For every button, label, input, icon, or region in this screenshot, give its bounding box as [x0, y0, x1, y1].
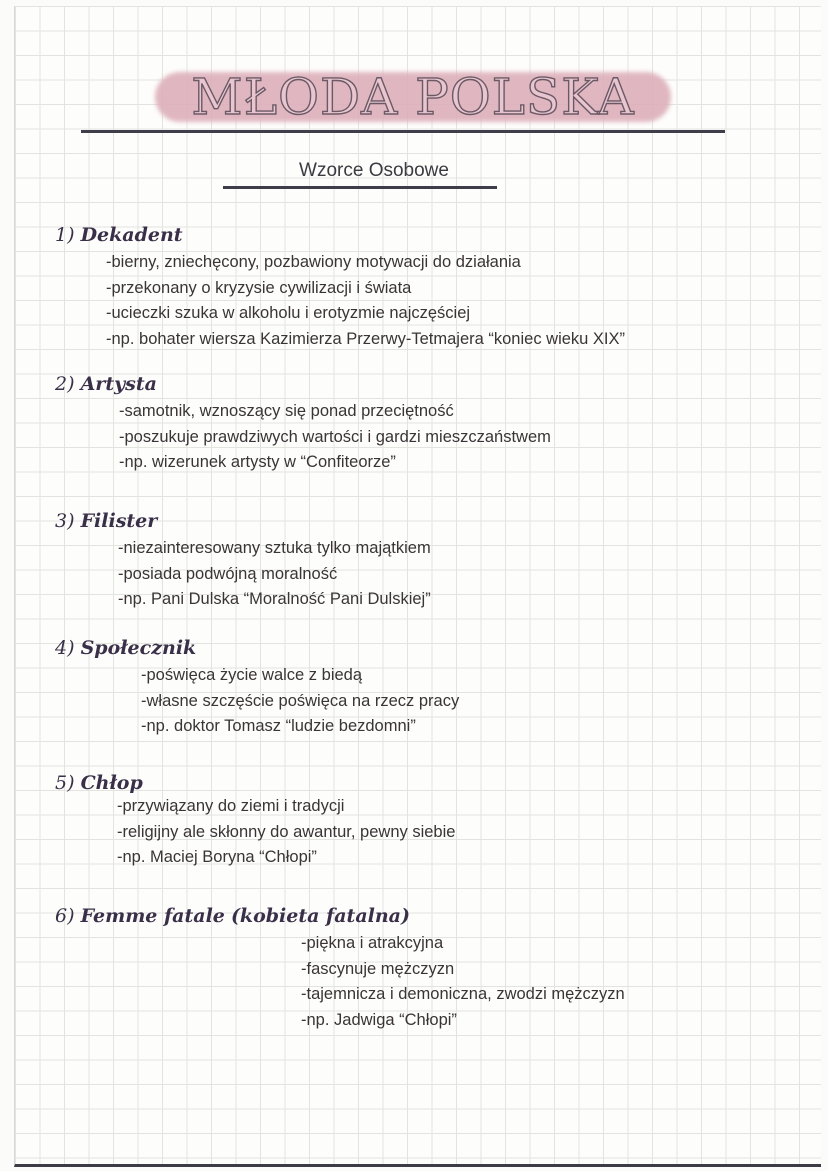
section-name: Filister	[80, 510, 158, 532]
list-item: -bierny, zniechęcony, pozbawiony motywacji do działania	[106, 253, 521, 271]
section-filister	[55, 510, 431, 613]
item-list	[301, 931, 625, 1033]
section-heading	[55, 510, 431, 536]
section-name: Artysta	[80, 373, 157, 395]
list-item: -samotnik, wznoszący się ponad przeciętność	[119, 402, 454, 420]
section-heading	[55, 905, 625, 931]
list-item: -np. bohater wiersza Kazimierza Przerwy-Tetmajera “koniec wieku XIX”	[106, 329, 626, 348]
section-heading	[55, 637, 459, 663]
section-heading	[55, 224, 625, 250]
section-name: Chłop	[80, 772, 143, 794]
section-number: 1)	[55, 224, 75, 246]
section-name: Femme fatale	[80, 905, 225, 927]
section-subtitle: (kobieta fatalna)	[230, 905, 410, 927]
list-item: -np. doktor Tomasz “ludzie bezdomni”	[141, 717, 416, 735]
list-item: -np. wizerunek artysty w “Confiteorze”	[119, 453, 396, 471]
subtitle	[15, 160, 821, 182]
notebook-page	[14, 6, 821, 1167]
subtitle-text: Wzorce Osobowe	[299, 160, 449, 181]
section-number: 5)	[55, 772, 75, 794]
section-heading	[55, 373, 551, 399]
list-item: -przywiązany do ziemi i tradycji	[117, 797, 345, 815]
list-item: -poszukuje prawdziwych wartości i gardzi mieszczaństwem	[119, 427, 551, 446]
list-item: -poświęca życie walce z biedą	[141, 666, 363, 684]
section-chlop	[55, 772, 455, 871]
section-number: 6)	[55, 905, 75, 927]
section-heading	[55, 772, 455, 798]
section-name: Dekadent	[80, 224, 183, 246]
section-spolecznik	[55, 637, 459, 740]
page-title	[155, 66, 671, 128]
item-list	[119, 399, 551, 476]
list-item: -fascynuje mężczyzn	[301, 959, 455, 978]
section-artysta	[55, 373, 551, 476]
list-item: -niezainteresowany sztuka tylko majątkiem	[118, 539, 431, 557]
section-name: Społecznik	[80, 637, 197, 659]
item-list	[141, 663, 459, 740]
list-item: -np. Pani Dulska “Moralność Pani Dulskiej”	[118, 590, 431, 608]
list-item: -posiada podwójną moralność	[118, 564, 338, 583]
list-item: -piękna i atrakcyjna	[301, 934, 444, 952]
item-list	[118, 536, 431, 613]
list-item: -własne szczęście poświęca na rzecz pracy	[141, 691, 460, 710]
section-number: 2)	[55, 373, 75, 395]
item-list	[117, 794, 455, 871]
list-item: -religijny ale skłonny do awantur, pewny siebie	[117, 822, 456, 841]
list-item: -np. Maciej Boryna “Chłopi”	[117, 848, 317, 866]
section-number: 3)	[55, 510, 75, 532]
section-femme-fatale	[55, 905, 625, 1033]
list-item: -tajemnicza i demoniczna, zwodzi mężczyzn	[301, 985, 625, 1003]
list-item: -przekonany o kryzysie cywilizacji i świata	[106, 278, 412, 297]
item-list	[106, 250, 625, 352]
list-item: -ucieczki szuka w alkoholu i erotyzmie najczęściej	[106, 304, 471, 322]
title-text: MŁODA POLSKA	[191, 68, 635, 126]
subtitle-underline	[223, 186, 497, 189]
section-dekadent	[55, 224, 625, 352]
title-underline	[81, 130, 725, 133]
list-item: -np. Jadwiga “Chłopi”	[301, 1010, 457, 1029]
section-number: 4)	[55, 637, 75, 659]
